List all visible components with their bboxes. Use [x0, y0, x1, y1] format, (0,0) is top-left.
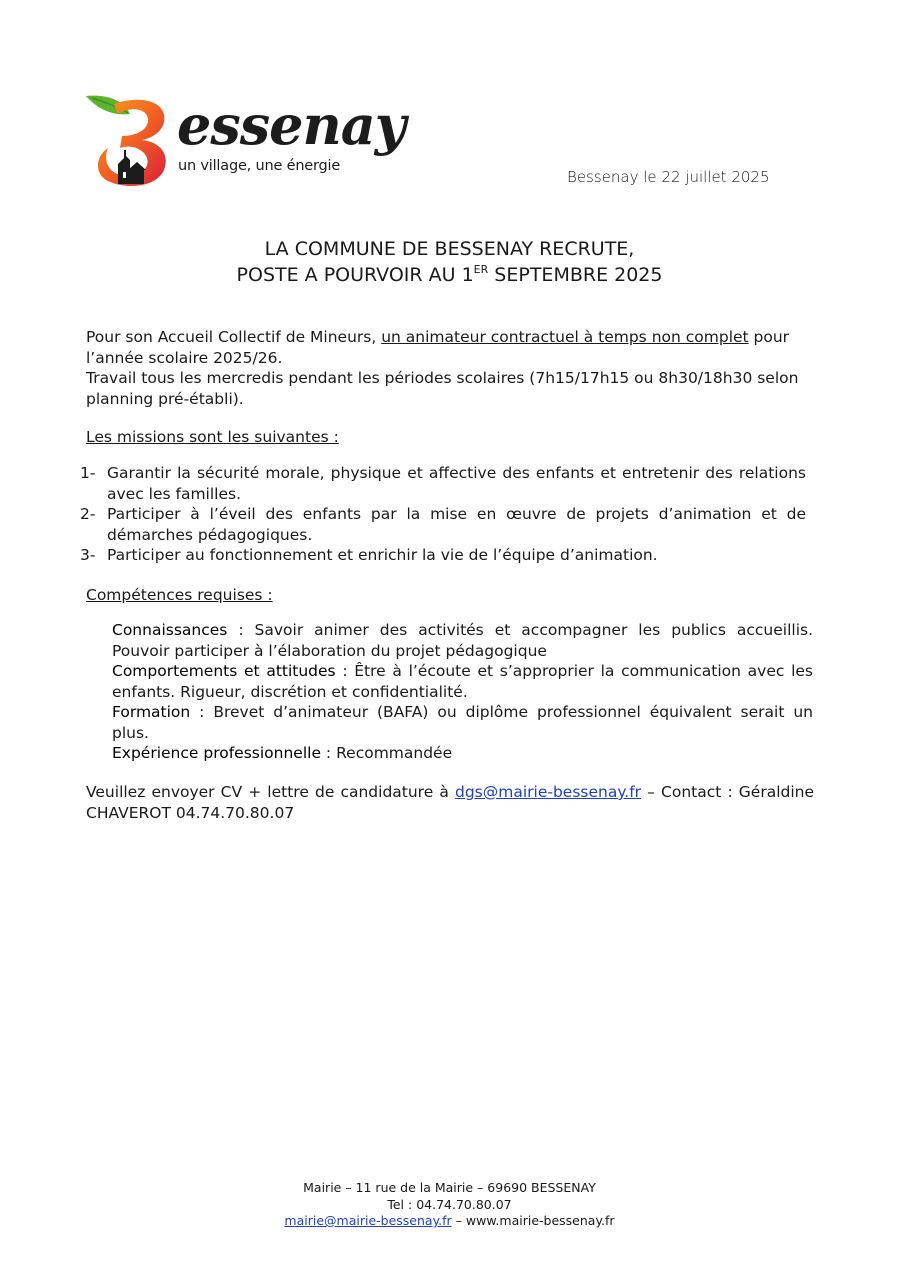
- mission-item: [80, 545, 806, 566]
- competence-term: Expérience professionnelle: [112, 744, 321, 762]
- competence-text: Être à l’écoute et s’approprier la communication avec les enfants. Rigueur, discrétion et confidentialité.: [112, 662, 813, 701]
- competence-separator: :: [190, 703, 214, 721]
- mission-text: Participer au fonctionnement et enrichir la vie de l’équipe d’animation.: [107, 546, 658, 564]
- intro-section: [86, 327, 814, 409]
- footer-email-link[interactable]: mairie@mairie-bessenay.fr: [284, 1213, 452, 1228]
- competence-separator: :: [321, 744, 337, 762]
- page-title: [0, 236, 899, 288]
- footer: [0, 1180, 899, 1230]
- competence-item: [112, 661, 813, 702]
- contact-person: – Contact : Géraldine CHAVEROT 04.74.70.80.07: [86, 783, 815, 822]
- mission-number: 1-: [80, 464, 96, 482]
- application-email-link[interactable]: dgs@mairie-bessenay.fr: [454, 783, 642, 801]
- missions-list: [80, 463, 806, 566]
- intro-paragraph-1: [86, 327, 814, 368]
- title-line-1: LA COMMUNE DE BESSENAY RECRUTE,: [264, 238, 635, 260]
- contact-text: Veuillez envoyer CV + lettre de candidature à: [86, 783, 455, 801]
- title-line-2: [0, 262, 899, 288]
- logo-tagline: un village, une énergie: [178, 158, 341, 174]
- mission-text: Garantir la sécurité morale, physique et affective des enfants et entretenir des relations avec les familles.: [107, 464, 806, 503]
- footer-address: Mairie – 11 rue de la Mairie – 69690 BESSENAY: [303, 1180, 596, 1195]
- intro-text: Pour son Accueil Collectif de Mineurs,: [86, 328, 382, 346]
- contact-paragraph: [86, 782, 814, 823]
- intro-text-end: pour l’année scolaire 2025/26.: [86, 328, 790, 367]
- intro-paragraph-2: Travail tous les mercredis pendant les périodes scolaires (7h15/17h15 ou 8h30/18h30 selon planning pré-établi).: [86, 369, 799, 408]
- job-title-underlined: un animateur contractuel à temps non complet: [381, 328, 749, 346]
- mission-text: Participer à l’éveil des enfants par la mise en œuvre de projets d’animation et de démarches pédagogiques.: [107, 505, 806, 544]
- competence-separator: :: [227, 621, 255, 639]
- bessenay-logo: [84, 92, 414, 192]
- mission-number: 3-: [80, 546, 96, 564]
- competence-text: Brevet d’animateur (BAFA) ou diplôme professionnel équivalent serait un plus.: [112, 703, 814, 742]
- mission-number: 2-: [80, 505, 96, 523]
- competence-text: Recommandée: [336, 744, 453, 762]
- competence-separator: :: [335, 662, 355, 680]
- mission-item: [80, 463, 806, 504]
- logo-wordmark: essenay: [177, 93, 406, 157]
- competence-text: Savoir animer des activités et accompagner les publics accueillis. Pouvoir participer à l’élaboration du projet pédagogique: [112, 621, 813, 660]
- title-line-2-text: POSTE A POURVOIR AU 1: [236, 264, 474, 286]
- competences-heading: Compétences requises :: [86, 586, 273, 604]
- competence-term: Connaissances: [112, 621, 228, 639]
- missions-heading: Les missions sont les suivantes :: [86, 428, 339, 446]
- footer-contact-line: [0, 1213, 899, 1230]
- title-line-2-end: SEPTEMBRE 2025: [488, 264, 663, 286]
- competence-term: Formation: [112, 703, 191, 721]
- competence-term: Comportements et attitudes: [112, 662, 336, 680]
- competence-item: [112, 743, 813, 764]
- title-superscript: ER: [473, 263, 489, 276]
- competences-list: [112, 620, 813, 764]
- footer-phone: Tel : 04.74.70.80.07: [387, 1196, 512, 1212]
- competence-item: [112, 620, 813, 661]
- document-date: Bessenay le 22 juillet 2025: [567, 168, 770, 186]
- mission-item: [80, 504, 806, 545]
- footer-website: – www.mairie-bessenay.fr: [451, 1213, 615, 1228]
- competence-item: [112, 702, 813, 743]
